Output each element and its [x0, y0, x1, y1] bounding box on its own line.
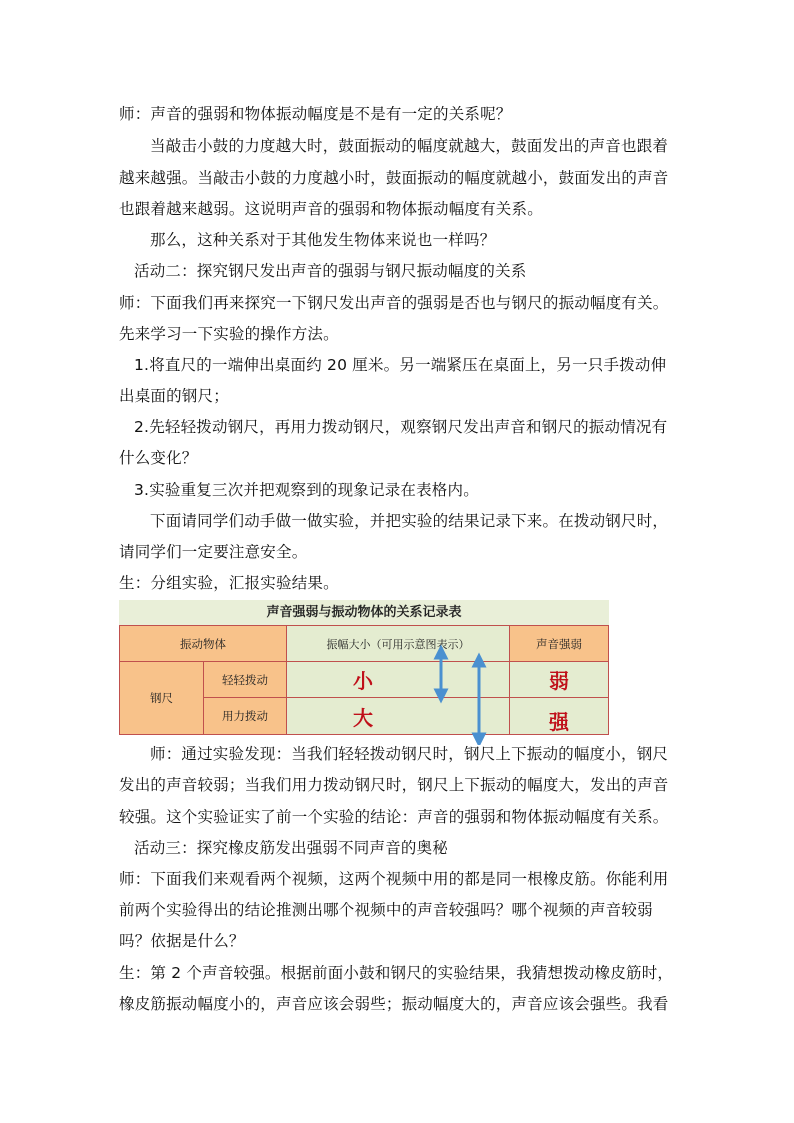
list-item: 1.将直尺的一端伸出桌面约 20 厘米。另一端紧压在桌面上，另一只手拨动伸: [134, 356, 667, 374]
list-item-continuation: 什么变化？: [119, 449, 198, 467]
paragraph: 那么，这种关系对于其他发生物体来说也一样吗？: [150, 231, 496, 249]
amplitude-arrows: [119, 600, 609, 745]
paragraph: 前两个实验得出的结论推测出哪个视频中的声音较强吗？哪个视频的声音较弱: [119, 901, 653, 919]
action-cell: 轻轻拨动: [203, 661, 287, 698]
header-cell: 振幅大小（可用示意图表示）: [286, 625, 510, 662]
paragraph: 师：下面我们来观看两个视频，这两个视频中用的都是同一根橡皮筋。你能利用: [119, 870, 669, 888]
strength-mark: 弱: [549, 669, 569, 693]
paragraph: 发出的声音较弱；当我们用力拨动钢尺时，钢尺上下振动的幅度大，发出的声音: [119, 776, 669, 794]
strength-mark: 强: [549, 709, 569, 734]
table-title: 声音强弱与振动物体的关系记录表: [119, 600, 609, 625]
header-cell: 声音强弱: [509, 625, 609, 662]
header-cell: 振动物体: [119, 625, 287, 662]
action-cell: 用力拨动: [203, 697, 287, 735]
object-cell: 钢尺: [119, 661, 204, 735]
amplitude-mark: 小: [353, 669, 373, 693]
amplitude-mark: 大: [353, 705, 373, 730]
paragraph: 先来学习一下实验的操作方法。: [119, 325, 339, 343]
paragraph: 师：通过实验发现：当我们轻轻拨动钢尺时，钢尺上下振动的幅度小，钢尺: [150, 745, 669, 763]
paragraph: 也跟着越来越弱。这说明声音的强弱和物体振动幅度有关系。: [119, 200, 543, 218]
paragraph: 橡皮筋振动幅度小的，声音应该会弱些；振动幅度大的，声音应该会强些。我看: [119, 995, 669, 1013]
section-heading: 活动三：探究橡皮筋发出强弱不同声音的奥秘: [134, 839, 449, 857]
record-table: [119, 600, 609, 735]
paragraph: 下面请同学们动手做一做实验，并把实验的结果记录下来。在拨动钢尺时，: [150, 512, 669, 530]
paragraph: 师：下面我们再来探究一下钢尺发出声音的强弱是否也与钢尺的振动幅度有关。: [119, 294, 669, 312]
section-heading: 活动二：探究钢尺发出声音的强弱与钢尺振动幅度的关系: [134, 262, 527, 280]
list-item-continuation: 出桌面的钢尺；: [119, 387, 229, 405]
paragraph: 生：分组实验，汇报实验结果。: [119, 574, 339, 592]
paragraph: 请同学们一定要注意安全。: [119, 543, 308, 561]
list-item: 2.先轻轻拨动钢尺，再用力拨动钢尺，观察钢尺发出声音和钢尺的振动情况有: [134, 418, 668, 436]
paragraph: 当敲击小鼓的力度越大时，鼓面振动的幅度就越大，鼓面发出的声音也跟着: [150, 137, 669, 155]
paragraph: 较强。这个实验证实了前一个实验的结论：声音的强弱和物体振动幅度有关系。: [119, 808, 669, 826]
paragraph: 越来越强。当敲击小鼓的力度越小时，鼓面振动的幅度就越小，鼓面发出的声音: [119, 169, 669, 187]
paragraph: 吗？依据是什么？: [119, 932, 245, 950]
paragraph: 生：第 2 个声音较强。根据前面小鼓和钢尺的实验结果，我猜想拨动橡皮筋时，: [119, 964, 674, 982]
list-item: 3.实验重复三次并把观察到的现象记录在表格内。: [134, 481, 479, 499]
paragraph: 师：声音的强弱和物体振动幅度是不是有一定的关系呢？: [119, 105, 512, 123]
